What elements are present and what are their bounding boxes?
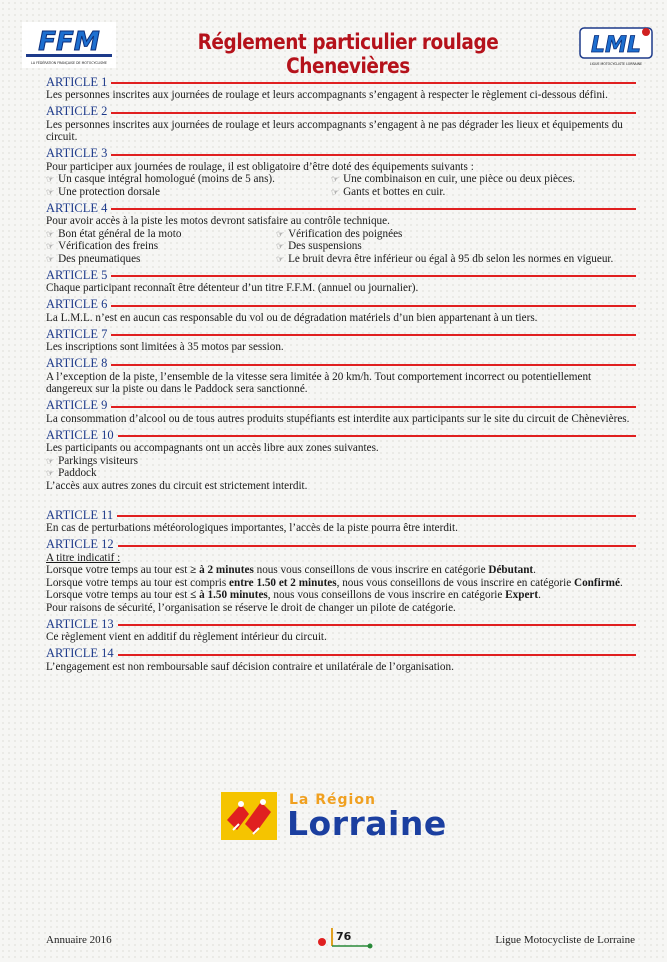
list-item: ☞ Vérification des freins xyxy=(46,240,276,253)
lml-logo-text: LML xyxy=(591,33,641,58)
ffm-logo-text: FFM xyxy=(38,27,100,57)
list-item: ☞ Parkings visiteurs xyxy=(46,455,636,468)
article-3 xyxy=(46,147,636,199)
page-number xyxy=(318,926,378,952)
lml-logo-sub: LIGUE MOTOCYCLISTE LORRAINE xyxy=(589,62,643,66)
article-text: Pour avoir accès à la piste les motos devront satisfaire au contrôle technique. xyxy=(46,215,390,227)
article-1 xyxy=(46,75,636,102)
article-text: L’engagement est non remboursable sauf décision contraire et unilatérale de l’organisation. xyxy=(46,660,454,673)
article-intro: A titre indicatif : xyxy=(46,551,121,564)
list-item: ☞ Des suspensions xyxy=(276,240,636,253)
article-6 xyxy=(46,298,636,325)
divider xyxy=(111,112,636,114)
article-line: Lorsque votre temps au tour est ≥ à 2 minutes nous vous conseillons de vous inscrire en catégorie Débutant. xyxy=(46,564,536,576)
divider xyxy=(111,208,636,210)
page-number-text: 76 xyxy=(336,930,352,943)
divider xyxy=(118,624,636,626)
lml-logo xyxy=(578,24,656,68)
list-item: ☞ Des pneumatiques xyxy=(46,253,276,266)
article-line: Pour raisons de sécurité, l’organisation se réserve le droit de changer un pilote de catégorie. xyxy=(46,601,456,614)
article-label: ARTICLE 5 xyxy=(46,267,108,282)
article-label: ARTICLE 8 xyxy=(46,356,108,370)
article-9 xyxy=(46,399,636,426)
article-label: ARTICLE 12 xyxy=(46,537,114,551)
article-label: ARTICLE 13 xyxy=(46,616,114,631)
article-text: La consommation d’alcool ou de tous autres produits stupéfiants est interdite aux participants sur le site du circuit de Chènevières. xyxy=(46,412,630,425)
article-5 xyxy=(46,268,636,295)
article-10 xyxy=(46,428,636,492)
article-text: Les personnes inscrites aux journées de roulage et leurs accompagnants s’engagent à ne pas dégrader les lieux et équipements du circuit. xyxy=(46,118,623,143)
articles xyxy=(46,75,636,673)
article-text: Pour participer aux journées de roulage, il est obligatoire d’être doté des équipements suivants : xyxy=(46,160,474,173)
article-label: ARTICLE 7 xyxy=(46,326,108,341)
divider xyxy=(117,515,636,517)
article-label: ARTICLE 10 xyxy=(46,427,114,442)
article-label: ARTICLE 9 xyxy=(46,398,108,412)
list-item: ☞ Le bruit devra être inférieur ou égal à 95 db selon les normes en vigueur. xyxy=(276,253,636,266)
divider xyxy=(118,654,636,656)
footer-right: Ligue Motocycliste de Lorraine xyxy=(495,934,635,946)
article-8 xyxy=(46,357,636,396)
list-item: ☞ Une combinaison en cuir, une pièce ou deux pièces. xyxy=(331,173,636,186)
ffm-logo-sub: LA FÉDÉRATION FRANÇAISE DE MOTOCYCLISME xyxy=(31,61,107,65)
article-label: ARTICLE 1 xyxy=(46,74,108,89)
divider xyxy=(111,305,636,307)
article-11 xyxy=(46,508,636,535)
article-text: L’accès aux autres zones du circuit est strictement interdit. xyxy=(46,479,308,492)
list-item: ☞ Gants et bottes en cuir. xyxy=(331,186,636,199)
region-lorraine-logo xyxy=(219,790,479,846)
list-item: ☞ Vérification des poignées xyxy=(276,228,636,241)
article-label: ARTICLE 14 xyxy=(46,646,114,660)
footer-left: Annuaire 2016 xyxy=(46,934,112,946)
divider xyxy=(111,82,636,84)
article-text: En cas de perturbations météorologiques importantes, l’accès de la piste pourra être interdit. xyxy=(46,522,458,534)
article-2 xyxy=(46,105,636,144)
footer xyxy=(0,930,667,954)
divider xyxy=(111,406,636,408)
page-title: Réglement particulier roulage Chenevières xyxy=(197,30,499,78)
divider xyxy=(118,545,636,547)
region-emblem-icon xyxy=(219,790,279,842)
article-text: Les inscriptions sont limitées à 35 motos par session. xyxy=(46,341,284,353)
article-text: Les participants ou accompagnants ont un accès libre aux zones suivantes. xyxy=(46,442,379,454)
article-text: Chaque participant reconnaît être détenteur d’un titre F.F.M. (annuel ou journalier). xyxy=(46,282,419,294)
lml-dot-icon xyxy=(642,28,650,36)
divider xyxy=(118,435,636,437)
list-item: ☞ Une protection dorsale xyxy=(46,186,331,199)
article-text: Les personnes inscrites aux journées de roulage et leurs accompagnants s’engagent à respecter le règlement ci-dessous défini. xyxy=(46,89,608,101)
divider xyxy=(111,364,636,366)
article-line: Lorsque votre temps au tour est compris entre 1.50 et 2 minutes, nous vous conseillons de vous inscrire en catégorie Confirmé. xyxy=(46,576,623,589)
article-line: Lorsque votre temps au tour est ≤ à 1.50 minutes, nous vous conseillons de vous inscrire en catégorie Expert. xyxy=(46,589,541,601)
article-14 xyxy=(46,647,636,674)
divider xyxy=(111,154,636,156)
article-7 xyxy=(46,327,636,354)
article-text: A l’exception de la piste, l’ensemble de la vitesse sera limitée à 20 km/h. Tout comportement incorrect ou potentiellement dangereux sur la piste ou dans le Paddock sera sanctionné. xyxy=(46,370,592,395)
article-label: ARTICLE 11 xyxy=(46,507,114,522)
article-label: ARTICLE 3 xyxy=(46,146,108,160)
article-label: ARTICLE 6 xyxy=(46,297,108,311)
header xyxy=(0,18,667,76)
article-text: La L.M.L. n’est en aucun cas responsable du vol ou de dégradation matériels d’un bien appartenant à un tiers. xyxy=(46,311,538,324)
divider xyxy=(111,275,636,277)
list-item: ☞ Paddock xyxy=(46,467,636,480)
region-small-text: La Région xyxy=(289,792,376,808)
article-label: ARTICLE 2 xyxy=(46,104,108,118)
article-label: ARTICLE 4 xyxy=(46,200,108,215)
list-item: ☞ Un casque intégral homologué (moins de 5 ans). xyxy=(46,173,331,186)
article-4 xyxy=(46,201,636,265)
article-text: Ce règlement vient en additif du règlement intérieur du circuit. xyxy=(46,631,327,643)
region-big-text: Lorraine xyxy=(287,804,447,843)
article-12 xyxy=(46,538,636,615)
divider xyxy=(111,334,636,336)
ffm-logo xyxy=(22,22,116,68)
list-item: ☞ Bon état général de la moto xyxy=(46,228,276,241)
article-13 xyxy=(46,617,636,644)
